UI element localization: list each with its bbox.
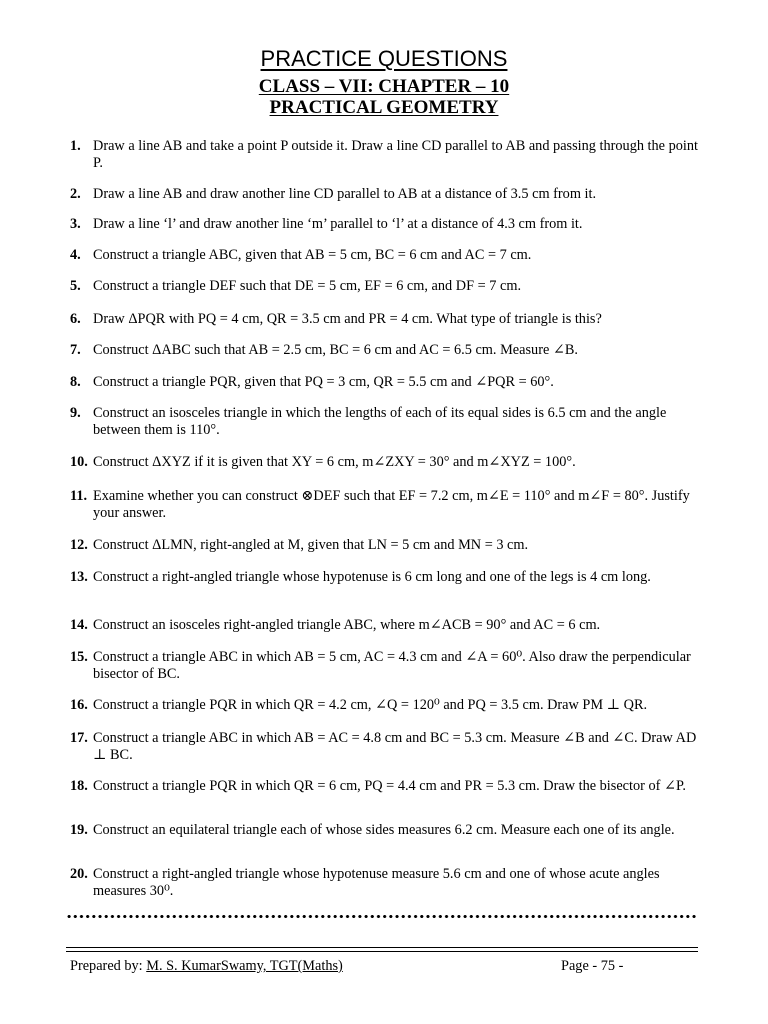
question-text: Construct a triangle PQR in which QR = 6 cm, PQ = 4.4 cm and PR = 5.3 cm. Draw the bisector of ∠P. bbox=[93, 778, 686, 794]
footer-rule-thin bbox=[66, 951, 698, 952]
question-number: 15. bbox=[70, 649, 88, 665]
question-text: Draw a line ‘l’ and draw another line ‘m’ parallel to ‘l’ at a distance of 4.3 cm from it. bbox=[93, 216, 583, 232]
question-item bbox=[70, 866, 700, 900]
question-item bbox=[70, 374, 700, 391]
question-text: Construct a triangle ABC in which AB = 5 cm, AC = 4.3 cm and ∠A = 60⁰. Also draw the perpendicular bisector of BC. bbox=[93, 649, 691, 682]
question-number: 4. bbox=[70, 247, 81, 263]
question-item bbox=[70, 778, 700, 795]
chapter-title: PRACTICAL GEOMETRY bbox=[269, 97, 499, 118]
question-item bbox=[70, 342, 700, 359]
question-item bbox=[70, 186, 700, 203]
question-number: 12. bbox=[70, 537, 88, 553]
question-text: Draw a line AB and take a point P outside it. Draw a line CD parallel to AB and passing through the point P. bbox=[93, 138, 698, 171]
question-number: 14. bbox=[70, 617, 88, 633]
question-item bbox=[70, 138, 700, 172]
question-number: 6. bbox=[70, 311, 81, 327]
question-item bbox=[70, 569, 700, 586]
question-text: Draw a line AB and draw another line CD parallel to AB at a distance of 3.5 cm from it. bbox=[93, 186, 597, 202]
footer-rule bbox=[66, 947, 698, 948]
question-number: 8. bbox=[70, 374, 81, 390]
question-item bbox=[70, 216, 700, 233]
question-number: 10. bbox=[70, 454, 88, 470]
question-text: Construct an isosceles right-angled triangle ABC, where m∠ACB = 90° and AC = 6 cm. bbox=[93, 617, 601, 633]
question-item bbox=[70, 278, 700, 295]
question-text: Construct a right-angled triangle whose hypotenuse is 6 cm long and one of the legs is 4 cm long. bbox=[93, 569, 651, 585]
question-item bbox=[70, 311, 700, 328]
question-item bbox=[70, 697, 700, 714]
dotted-separator bbox=[66, 914, 698, 919]
question-text: Construct a triangle ABC, given that AB = 5 cm, BC = 6 cm and AC = 7 cm. bbox=[93, 247, 532, 263]
question-text: Construct a triangle DEF such that DE = 5 cm, EF = 6 cm, and DF = 7 cm. bbox=[93, 278, 522, 294]
footer bbox=[70, 958, 698, 975]
question-text: Construct an isosceles triangle in which the lengths of each of its equal sides is 6.5 cm and the angle between them is 110°. bbox=[93, 405, 667, 438]
question-number: 13. bbox=[70, 569, 88, 585]
class-chapter-heading: CLASS – VII: CHAPTER – 10 bbox=[258, 76, 510, 97]
question-item bbox=[70, 537, 700, 554]
page-title: PRACTICE QUESTIONS bbox=[260, 46, 508, 71]
question-number: 9. bbox=[70, 405, 81, 421]
question-item bbox=[70, 488, 700, 522]
question-text: Construct a triangle PQR, given that PQ = 3 cm, QR = 5.5 cm and ∠PQR = 60°. bbox=[93, 374, 554, 390]
question-text: Construct a triangle ABC in which AB = AC = 4.8 cm and BC = 5.3 cm. Measure ∠B and ∠C. Draw AD ⊥ BC. bbox=[93, 730, 697, 763]
page-number: Page - 75 - bbox=[561, 958, 624, 974]
question-item bbox=[70, 649, 700, 683]
question-number: 16. bbox=[70, 697, 88, 713]
question-number: 5. bbox=[70, 278, 81, 294]
question-item bbox=[70, 454, 700, 471]
question-number: 1. bbox=[70, 138, 81, 154]
question-number: 3. bbox=[70, 216, 81, 232]
question-text: Draw ΔPQR with PQ = 4 cm, QR = 3.5 cm and PR = 4 cm. What type of triangle is this? bbox=[93, 311, 602, 327]
question-item bbox=[70, 730, 700, 764]
question-item bbox=[70, 822, 700, 839]
prepared-by-label: Prepared by: bbox=[70, 958, 143, 974]
question-text: Construct ΔLMN, right-angled at M, given that LN = 5 cm and MN = 3 cm. bbox=[93, 537, 529, 553]
question-text: Construct a triangle PQR in which QR = 4.2 cm, ∠Q = 120⁰ and PQ = 3.5 cm. Draw PM ⊥ QR. bbox=[93, 697, 648, 713]
question-text: Examine whether you can construct ⊗DEF such that EF = 7.2 cm, m∠E = 110° and m∠F = 80°. Justify your answer. bbox=[93, 488, 690, 521]
question-item bbox=[70, 617, 700, 634]
question-number: 2. bbox=[70, 186, 81, 202]
question-number: 18. bbox=[70, 778, 88, 794]
question-number: 7. bbox=[70, 342, 81, 358]
question-text: Construct a right-angled triangle whose hypotenuse measure 5.6 cm and one of whose acute angles measures 30⁰. bbox=[93, 866, 660, 899]
question-number: 20. bbox=[70, 866, 88, 882]
question-item bbox=[70, 247, 700, 264]
question-text: Construct an equilateral triangle each of whose sides measures 6.2 cm. Measure each one of its angle. bbox=[93, 822, 675, 838]
question-text: Construct ΔABC such that AB = 2.5 cm, BC = 6 cm and AC = 6.5 cm. Measure ∠B. bbox=[93, 342, 578, 358]
author-name: M. S. KumarSwamy, TGT(Maths) bbox=[146, 958, 343, 974]
question-text: Construct ΔXYZ if it is given that XY = 6 cm, m∠ZXY = 30° and m∠XYZ = 100°. bbox=[93, 454, 576, 470]
question-item bbox=[70, 405, 700, 439]
question-number: 19. bbox=[70, 822, 88, 838]
question-number: 17. bbox=[70, 730, 88, 746]
question-number: 11. bbox=[70, 488, 88, 504]
